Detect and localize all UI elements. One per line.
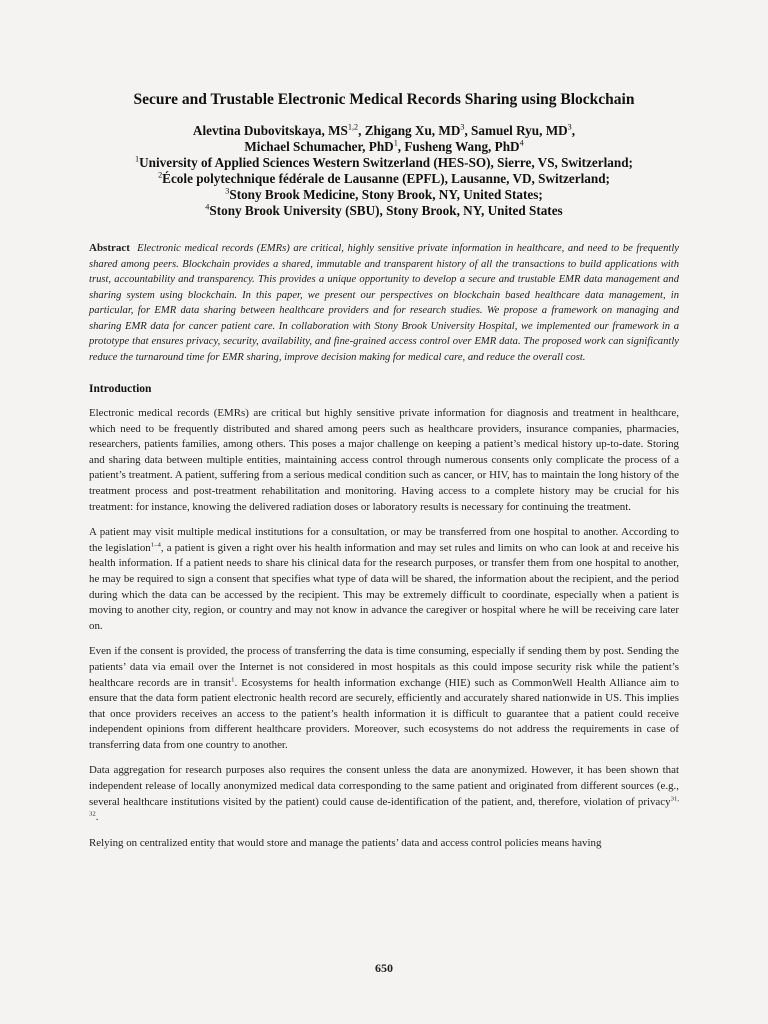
author-name: , Zhigang Xu, MD bbox=[358, 123, 461, 138]
author-name: Alevtina Dubovitskaya, MS bbox=[192, 123, 348, 138]
abstract-label: Abstract bbox=[89, 242, 130, 254]
affiliation-marker: 3 bbox=[225, 186, 230, 196]
author-block bbox=[89, 123, 679, 219]
paper-title: Secure and Trustable Electronic Medical Records Sharing using Blockchain bbox=[133, 91, 635, 108]
paragraph-text: Even if the consent is provided, the process of transferring the data is time consuming, especially if sending them by post. Sending the patients’ data via email over the Internet is not considered in most hospitals as this could impose security risk while the patient’s healthcare records are in transit bbox=[89, 645, 679, 689]
paragraph-5: Relying on centralized entity that would store and manage the patients’ data and access control policies means having bbox=[89, 836, 602, 849]
affiliation-marker: 1 bbox=[135, 154, 140, 164]
author-name: Michael Schumacher, PhD bbox=[244, 139, 394, 154]
affiliation-text: University of Applied Sciences Western Switzerland (HES-SO), Sierre, VS, Switzerland; bbox=[139, 155, 633, 170]
citation-marker: 1–4 bbox=[150, 541, 161, 549]
affiliation-1 bbox=[89, 155, 679, 171]
abstract bbox=[89, 241, 679, 365]
affiliation-4 bbox=[89, 203, 679, 219]
affiliation-marker: 1,2 bbox=[347, 122, 359, 132]
affiliation-text: Stony Brook University (SBU), Stony Brook, NY, United States bbox=[209, 203, 563, 218]
affiliation-marker: 4 bbox=[519, 138, 524, 148]
paragraph-4 bbox=[89, 763, 679, 825]
affiliation-marker: 1 bbox=[393, 138, 398, 148]
affiliation-marker: 3 bbox=[567, 122, 572, 132]
affiliation-3 bbox=[89, 187, 679, 203]
paragraph-text: . Ecosystems for health information exchange (HIE) such as CommonWell Health Alliance aim to ensure that the data form patient electronic health record are securely, efficiently and accurately shared nationwide in US. This implies that once providers receives an access to the patient’s health information it is difficult to guarantee that a patient could receive independent opinions from different healthcare providers. Moreover, such ecosystems do not address the requirements in case of transferring data from one country to another. bbox=[89, 676, 679, 751]
paragraph-text: . bbox=[95, 811, 99, 824]
abstract-text: Electronic medical records (EMRs) are critical, highly sensitive private information in healthcare, and need to be frequently shared among peers. Blockchain provides a shared, immutable and transparent history of all the transactions to build applications with trust, accountability and transparency. This provides a unique opportunity to develop a secure and trustable EMR data management and sharing system using blockchain. In this paper, we present our perspectives on blockchain based healthcare data management, in particular, for EMR data sharing between healthcare providers and for research studies. We propose a framework on managing and sharing EMR data for cancer patient care. In collaboration with Stony Brook University Hospital, we implemented our framework in a prototype that ensures privacy, security, availability, and fine-grained access control over EMR data. The proposed work can significantly reduce the turnaround time for EMR sharing, improve decision making for medical care, and reduce the overall cost. bbox=[89, 243, 679, 363]
paragraph-1: Electronic medical records (EMRs) are critical but highly sensitive private information for diagnosis and treatment in healthcare, which need to be frequently distributed and shared among peers such as healthcare providers, insurance companies, pharmacies, researchers, patients families, among others. This poses a major challenge on keeping a patient’s medical history up-to-date. Storing and sharing data between multiple entities, maintaining access control through numerous consents only complicate the process of a patient’s treatment. A patient, suffering from a serious medical condition such as cancer, or HIV, has to maintain the long history of the treatment process and post-treatment rehabilitation and monitoring. Having access to a complete history may be crucial for his treatment: for instance, knowing the delivered radiation doses or laboratory results is necessary for continuing the treatment. bbox=[89, 407, 679, 513]
paragraph-3 bbox=[89, 644, 679, 753]
author-separator: , bbox=[571, 123, 576, 138]
citation-marker: 31, 32 bbox=[89, 795, 679, 818]
affiliation-marker: 3 bbox=[460, 122, 465, 132]
paragraph-2 bbox=[89, 525, 679, 634]
page-number: 650 bbox=[375, 961, 393, 975]
citation-marker: 1 bbox=[231, 675, 235, 683]
authors-line-1 bbox=[89, 123, 679, 139]
affiliation-marker: 4 bbox=[205, 202, 210, 212]
affiliation-marker: 2 bbox=[158, 170, 163, 180]
page-content bbox=[89, 90, 679, 861]
section-heading-introduction: Introduction bbox=[89, 383, 152, 395]
paragraph-text: A patient may visit multiple medical institutions for a consultation, or may be transferred from one hospital to another. According to the legislation bbox=[89, 526, 679, 554]
affiliation-text: École polytechnique fédérale de Lausanne (EPFL), Lausanne, VD, Switzerland; bbox=[162, 171, 610, 186]
paragraph-text: Data aggregation for research purposes also requires the consent unless the data are anonymized. However, it has been shown that independent release of locally anonymized medical data corresponding to the same patient and originated from different sources (e.g., several healthcare institutions visited by the patient) could cause de-identification of the patient, and, therefore, violation of privacy bbox=[89, 764, 679, 808]
authors-line-2 bbox=[89, 139, 679, 155]
author-name: , Samuel Ryu, MD bbox=[464, 123, 568, 138]
affiliation-text: Stony Brook Medicine, Stony Brook, NY, United States; bbox=[229, 187, 543, 202]
affiliation-2 bbox=[89, 171, 679, 187]
author-name: , Fusheng Wang, PhD bbox=[397, 139, 520, 154]
paragraph-text: , a patient is given a right over his health information and may set rules and limits on who can look at and receive his health information. If a patient needs to share his clinical data for the research purposes, or transfer them from one hospital to another, he may be required to sign a consent that specifies what type of data will be shared, the information about the recipient, and the period during which the data can be accessed by the recipient. This may be extremely difficult to coordinate, especially when a patient is moving to another city, region, or country and may not know in advance the caregiver or hospital where he will be receiving care later on. bbox=[89, 541, 679, 632]
